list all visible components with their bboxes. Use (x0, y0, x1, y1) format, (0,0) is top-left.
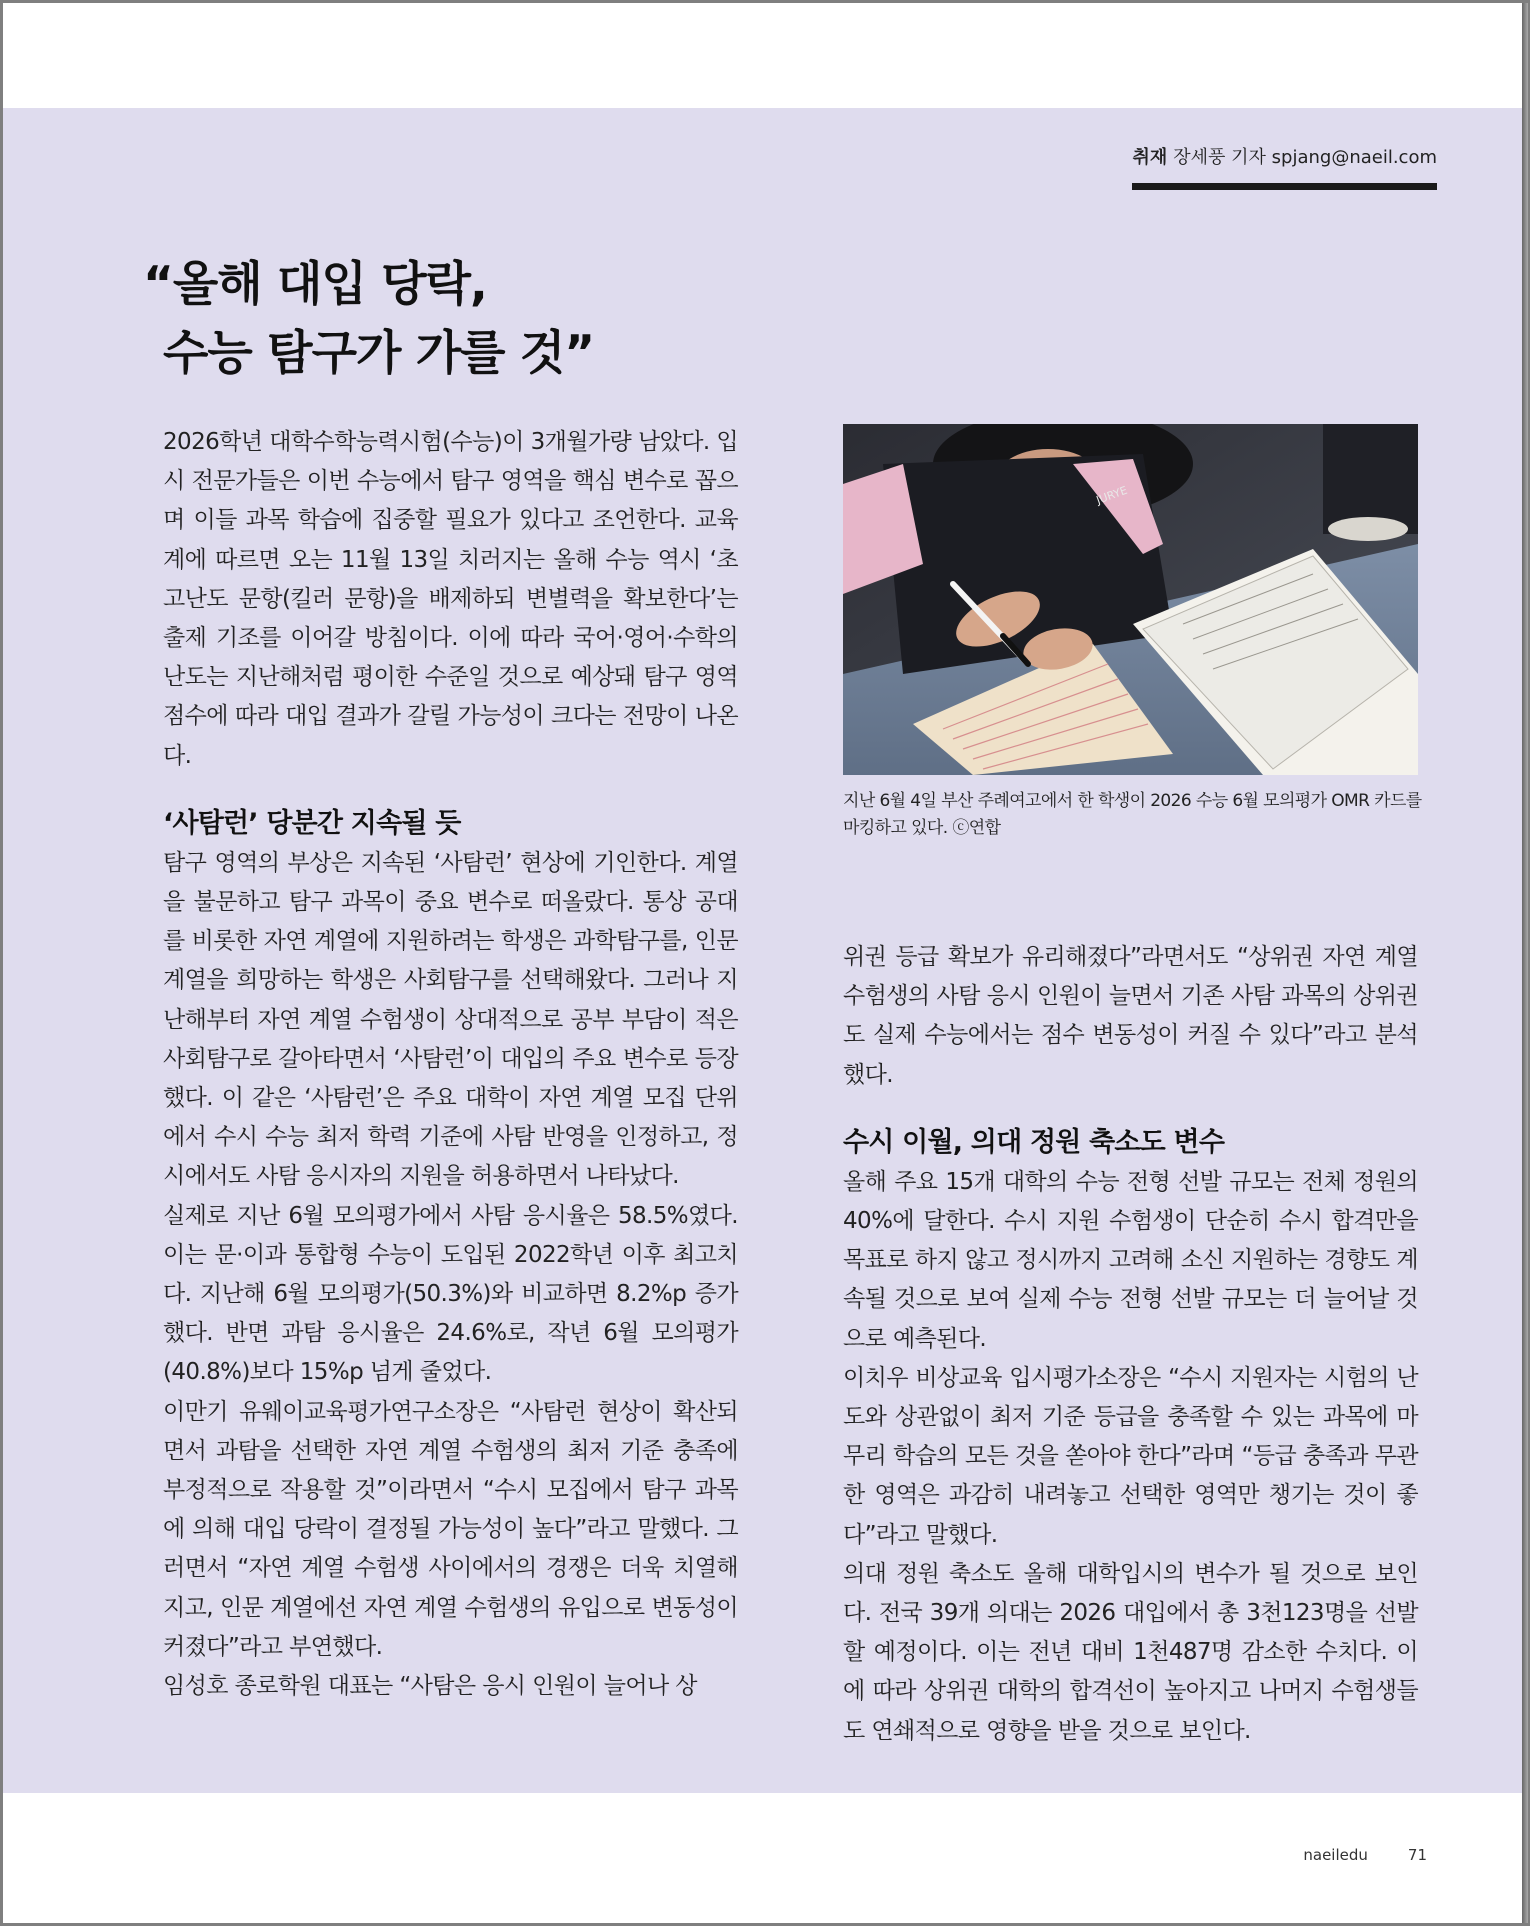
body-paragraph: 실제로 지난 6월 모의평가에서 사탐 응시율은 58.5%였다. 이는 문·이과 통합형 수능이 도입된 2022학년 이후 최고치다. 지난해 6월 모의평가(50.3%)와 비교하면 8.2%p 증가했다. 반면 과탐 응시율은 24.6%로, 작년 6월 모의평가(40.8%)보다 15%p 넘게 줄었다. (163, 1202, 738, 1386)
publication-name: naeiledu (1303, 1846, 1368, 1864)
left-column (163, 423, 738, 1706)
article-photo (843, 424, 1418, 775)
byline (1132, 143, 1437, 190)
subheading-early-admission: 수시 이월, 의대 정원 축소도 변수 (843, 1126, 1225, 1158)
body-paragraph: 올해 주요 15개 대학의 수능 전형 선발 규모는 전체 정원의 40%에 달한다. 수시 지원 수험생이 단순히 수시 합격만을 목표로 하지 않고 정시까지 고려해 소신 지원하는 경향도 계속될 것으로 보여 실제 수능 전형 선발 규모는 더 늘어날 것으로 예측된다. (843, 1168, 1418, 1352)
byline-reporter: 장세풍 기자 spjang@naeil.com (1173, 147, 1437, 168)
headline (143, 250, 594, 388)
headline-line-1: “올해 대입 당락, (143, 257, 487, 312)
subheading-satamrun: ‘사탐런’ 당분간 지속될 듯 (163, 807, 461, 839)
page-number: 71 (1407, 1846, 1427, 1864)
headline-line-2: 수능 탐구가 가를 것” (163, 326, 595, 381)
body-paragraph: 의대 정원 축소도 올해 대학입시의 변수가 될 것으로 보인다. 전국 39개 의대는 2026 대입에서 총 3천123명을 선발할 예정이다. 이는 전년 대비 1천487명 감소한 수치다. 이에 따라 상위권 대학의 합격선이 높아지고 나머지 수험생들도 연쇄적으로 영향을 받을 것으로 보인다. (843, 1560, 1418, 1744)
photo-caption: 지난 6월 4일 부산 주례여고에서 한 학생이 2026 수능 6월 모의평가 OMR 카드를 마킹하고 있다. ⓒ연합 (843, 791, 1422, 838)
body-paragraph: 탐구 영역의 부상은 지속된 ‘사탐런’ 현상에 기인한다. 계열을 불문하고 탐구 과목이 중요 변수로 떠올랐다. 통상 공대를 비롯한 자연 계열에 지원하려는 학생은 과학탐구를, 인문 계열을 희망하는 학생은 사회탐구를 선택해왔다. 그러나 지난해부터 자연 계열 수험생이 상대적으로 공부 부담이 적은 사회탐구로 갈아타면서 ‘사탐런’이 대입의 주요 변수로 등장했다. 이 같은 ‘사탐런’은 주요 대학이 자연 계열 모집 단위에서 수시 수능 최저 학력 기준에 사탐 반영을 인정하고, 정시에서도 사탐 응시자의 지원을 허용하면서 나타났다. (163, 849, 738, 1190)
right-column (843, 938, 1418, 1751)
student-marking-omr-photo (843, 424, 1418, 775)
lead-paragraph: 2026학년 대학수학능력시험(수능)이 3개월가량 남았다. 입시 전문가들은 이번 수능에서 탐구 영역을 핵심 변수로 꼽으며 이들 과목 학습에 집중할 필요가 있다고 조언한다. 교육계에 따르면 오는 11월 13일 치러지는 올해 수능 역시 ‘초고난도 문항(킬러 문항)을 배제하되 변별력을 확보한다’는 출제 기조를 이어갈 방침이다. 이에 따라 국어·영어·수학의 난도는 지난해처럼 평이한 수준일 것으로 예상돼 탐구 영역 점수에 따라 대입 결과가 갈릴 가능성이 크다는 전망이 나온다. (163, 429, 738, 769)
shirt-logo-text: JURYE (1094, 483, 1130, 507)
page-edge-shadow (1522, 3, 1528, 1923)
body-paragraph: 위권 등급 확보가 유리해졌다”라면서도 “상위권 자연 계열 수험생의 사탐 응시 인원이 늘면서 기존 사탐 과목의 상위권도 실제 수능에서는 점수 변동성이 커질 수 있다”라고 분석했다. (843, 944, 1418, 1088)
body-paragraph: 임성호 종로학원 대표는 “사탐은 응시 인원이 늘어나 상 (163, 1673, 697, 1700)
body-paragraph: 이치우 비상교육 입시평가소장은 “수시 지원자는 시험의 난도와 상관없이 최저 기준 등급을 충족할 수 있는 과목에 마무리 학습의 모든 것을 쏟아야 한다”라며 “등급 충족과 무관한 영역은 과감히 내려놓고 선택한 영역만 챙기는 것이 좋다”라고 말했다. (843, 1364, 1418, 1548)
page-footer (1303, 1846, 1427, 1864)
byline-label: 취재 (1132, 147, 1168, 168)
body-paragraph: 이만기 유웨이교육평가연구소장은 “사탐런 현상이 확산되면서 과탐을 선택한 자연 계열 수험생의 최저 기준 충족에 부정적으로 작용할 것”이라면서 “수시 모집에서 탐구 과목에 의해 대입 당락이 결정될 가능성이 높다”라고 말했다. 그러면서 “자연 계열 수험생 사이에서의 경쟁은 더욱 치열해지고, 인문 계열에선 자연 계열 수험생의 유입으로 변동성이 커졌다”라고 부연했다. (163, 1398, 738, 1660)
magazine-page (3, 3, 1522, 1923)
